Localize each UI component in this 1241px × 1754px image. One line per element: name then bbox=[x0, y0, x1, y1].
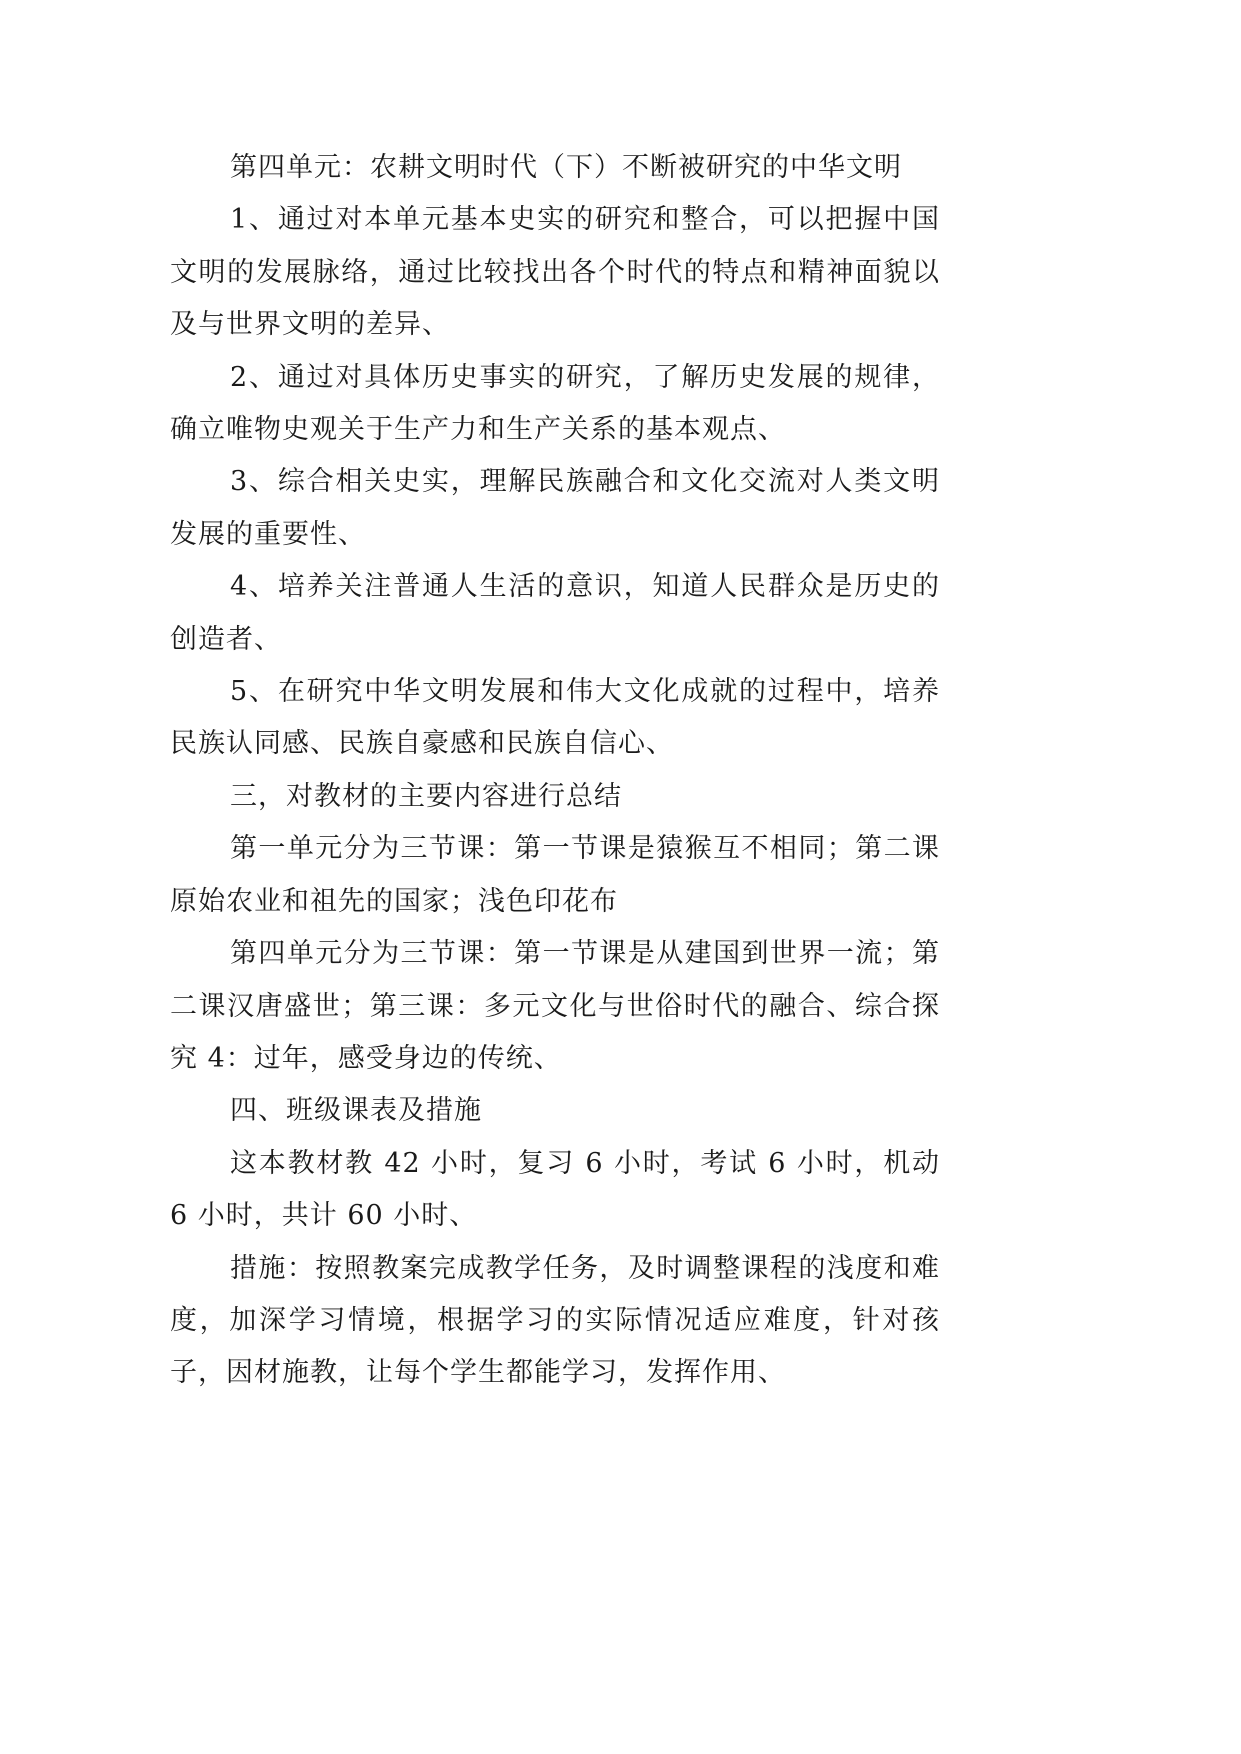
goal-item-3: 3、综合相关史实，理解民族融合和文化交流对人类文明发展的重要性、 bbox=[170, 466, 940, 550]
section-four-heading: 四、班级课表及措施 bbox=[230, 1095, 482, 1127]
section-three-heading: 三，对教材的主要内容进行总结 bbox=[230, 780, 622, 812]
unit-one-summary: 第一单元分为三节课：第一节课是猿猴互不相同；第二课原始农业和祖先的国家；浅色印花布 bbox=[170, 833, 940, 917]
goal-item-4: 4、培养关注普通人生活的意识，知道人民群众是历史的创造者、 bbox=[170, 571, 940, 655]
measures-paragraph: 措施：按照教案完成教学任务，及时调整课程的浅度和难度，加深学习情境，根据学习的实际情况适应难度，针对孩子，因材施教，让每个学生都能学习，发挥作用、 bbox=[170, 1252, 940, 1389]
unit-four-summary: 第四单元分为三节课：第一节课是从建国到世界一流；第二课汉唐盛世；第三课：多元文化与世俗时代的融合、综合探究 4：过年，感受身边的传统、 bbox=[170, 938, 940, 1074]
document-body bbox=[170, 142, 940, 1400]
unit-four-heading: 第四单元：农耕文明时代（下）不断被研究的中华文明 bbox=[230, 152, 902, 183]
goal-item-5: 5、在研究中华文明发展和伟大文化成就的过程中，培养民族认同感、民族自豪感和民族自信心、 bbox=[170, 676, 940, 760]
goal-item-2: 2、通过对具体历史事实的研究，了解历史发展的规律，确立唯物史观关于生产力和生产关系的基本观点、 bbox=[170, 361, 940, 446]
goal-item-1: 1、通过对本单元基本史实的研究和整合，可以把握中国文明的发展脉络，通过比较找出各个时代的特点和精神面貌以及与世界文明的差异、 bbox=[170, 204, 940, 341]
hours-paragraph: 这本教材教 42 小时，复习 6 小时，考试 6 小时，机动 6 小时，共计 60 小时、 bbox=[170, 1147, 940, 1232]
